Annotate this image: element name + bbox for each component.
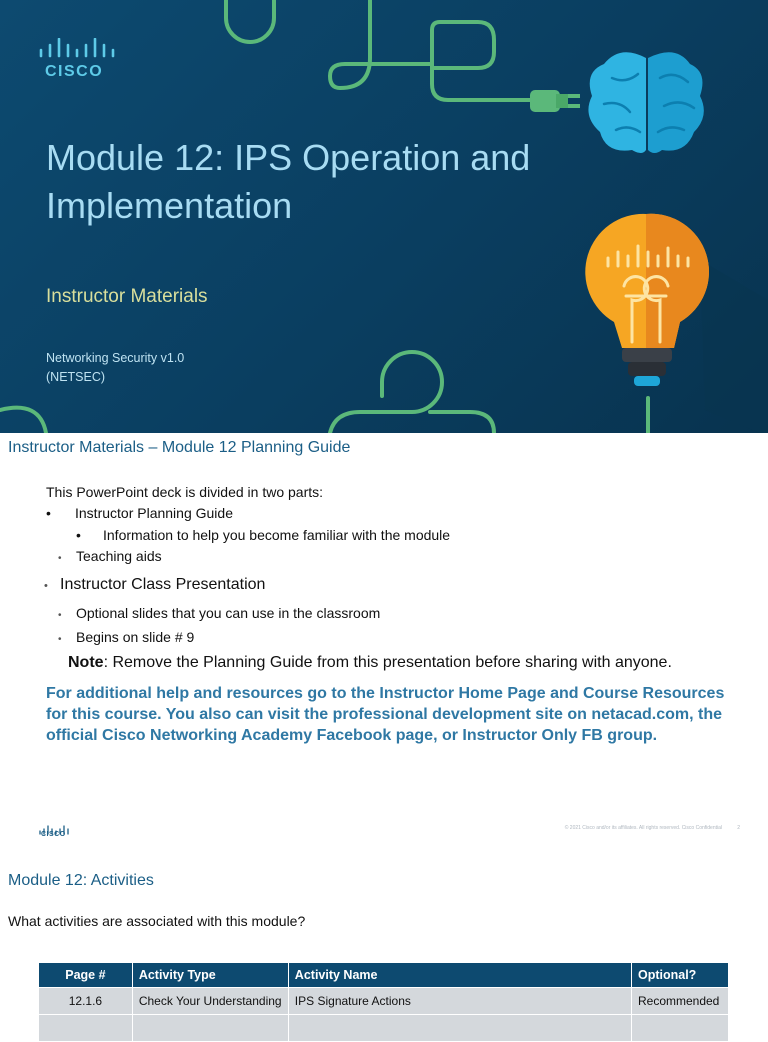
table-cell: Recommended [631, 988, 728, 1015]
course-info [46, 349, 184, 387]
table-cell [288, 1015, 631, 1042]
table-cell: 12.1.6 [39, 988, 133, 1015]
bullet: • [58, 553, 62, 564]
plug-icon [530, 90, 580, 112]
footer-cisco-logo [38, 822, 72, 840]
note-body: : Remove the Planning Guide from this presentation before sharing with anyone. [103, 654, 672, 671]
list-item-text: Optional slides that you can use in the classroom [76, 605, 381, 621]
lightbulb-icon [585, 214, 768, 433]
list-item [44, 576, 265, 594]
list-item [58, 548, 162, 564]
column-header-activity-type: Activity Type [132, 963, 288, 988]
column-header-optional: Optional? [631, 963, 728, 988]
table-header-row [39, 963, 729, 988]
list-item-text: Begins on slide # 9 [76, 629, 195, 645]
list-item [46, 505, 233, 521]
bullet: • [44, 580, 48, 592]
footer-logo-text: CISCO [41, 831, 66, 838]
slide-title [46, 134, 606, 230]
course-name: Networking Security v1.0 [46, 351, 185, 365]
page-number: 2 [737, 825, 740, 831]
list-item [58, 629, 194, 645]
slide-heading: Instructor Materials – Module 12 Planning Guide [8, 439, 351, 456]
planning-guide-slide [0, 433, 768, 843]
bullet: • [58, 634, 62, 645]
column-header-activity-name: Activity Name [288, 963, 631, 988]
bullet: • [46, 505, 51, 521]
table-cell: Check Your Understanding [132, 988, 288, 1015]
list-item [76, 527, 450, 543]
copyright-text: © 2021 Cisco and/or its affiliates. All rights reserved. Cisco Confidential [564, 825, 722, 831]
intro-text: This PowerPoint deck is divided in two parts: [46, 484, 324, 500]
list-item-text: Instructor Planning Guide [75, 505, 233, 521]
bullet: • [58, 610, 62, 621]
slide-subtitle: Instructor Materials [46, 286, 208, 307]
help-resources-text: For additional help and resources go to the Instructor Home Page and Course Resources for this course. You also can visit the professional development site on netacad.com, the official Cisco Networking Academy Facebook page, or Instructor Only FB group. [46, 685, 725, 744]
table-row [39, 1015, 729, 1042]
table-cell [631, 1015, 728, 1042]
list-item-text: Teaching aids [76, 548, 162, 564]
slide-heading: Module 12: Activities [8, 872, 154, 889]
cisco-logo [38, 38, 118, 86]
question-text: What activities are associated with this module? [8, 913, 306, 929]
list-item [58, 605, 380, 621]
title-slide [0, 0, 768, 433]
cisco-bridge-icon [38, 38, 118, 62]
cisco-logo-text: CISCO [45, 63, 104, 80]
note-label: Note [68, 654, 104, 671]
activities-slide [0, 843, 768, 1024]
bullet: • [76, 527, 81, 543]
slide-title-line1: Module 12: IPS Operation and [46, 137, 531, 178]
table-cell: IPS Signature Actions [288, 988, 631, 1015]
note-text [68, 654, 672, 672]
slide-title-line2: Implementation [46, 185, 293, 226]
list-item-text: Information to help you become familiar with the module [103, 527, 451, 543]
table-cell [39, 1015, 133, 1042]
list-item-text: Instructor Class Presentation [60, 576, 266, 593]
table-row [39, 988, 729, 1015]
column-header-page: Page # [39, 963, 133, 988]
course-code: (NETSEC) [46, 370, 106, 384]
table-cell [132, 1015, 288, 1042]
activities-table [38, 962, 729, 1042]
